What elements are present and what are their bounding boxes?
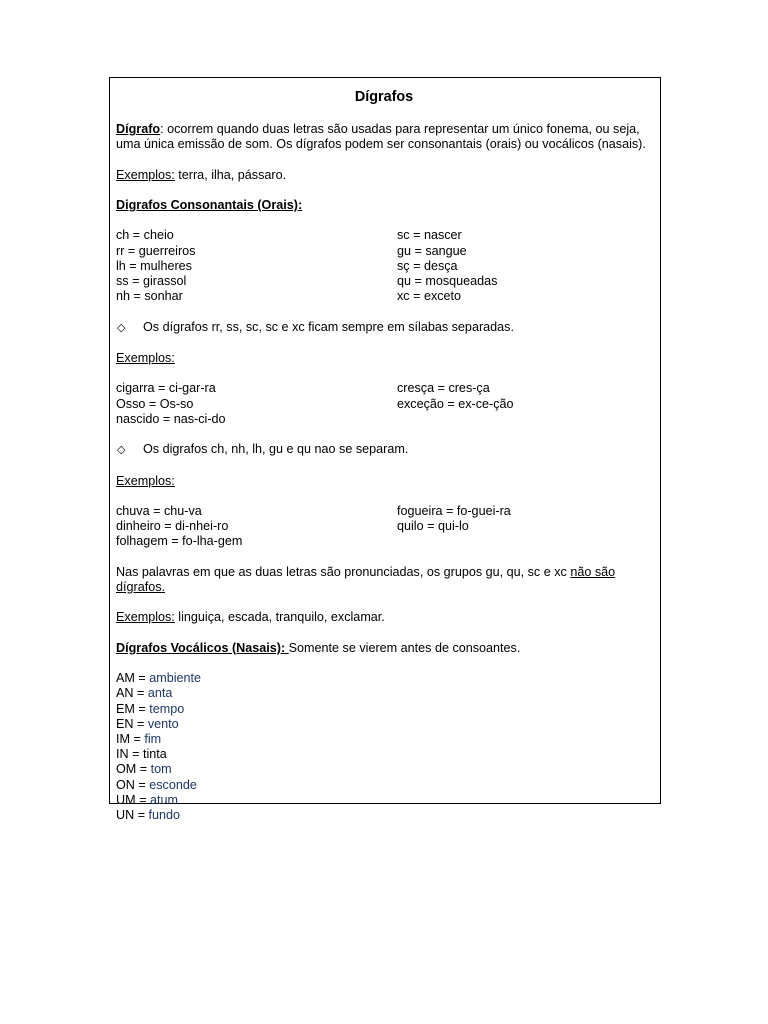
- nasal-key: EM =: [116, 701, 150, 716]
- list-item: cigarra = ci-gar-ra: [116, 381, 216, 396]
- consonantal-heading: Digrafos Consonantais (Orais):: [116, 197, 303, 212]
- list-item: [116, 732, 652, 747]
- examples-intro: [116, 168, 652, 183]
- definition-paragraph: [116, 122, 652, 152]
- definition-text: : ocorrem quando duas letras são usadas para representar um único fonema, ou seja, uma única emissão de som. Os dígrafos podem ser consonantais (orais) ou vocálicos (nasais).: [116, 122, 646, 152]
- vocalic-paragraph: [116, 641, 652, 656]
- list-item: [116, 808, 652, 823]
- definition-term: Dígrafo: [116, 122, 161, 136]
- list-item: [397, 412, 652, 427]
- note-paragraph: [116, 565, 652, 595]
- list-item: gu = sangue: [397, 243, 467, 258]
- list-item: xc = exceto: [397, 289, 462, 304]
- examples-intro-label: Exemplos:: [116, 167, 175, 182]
- bullet-text: Os dígrafos rr, ss, sc, sc e xc ficam sempre em sílabas separadas.: [143, 319, 514, 334]
- nasal-key: UM =: [116, 792, 150, 807]
- list-item: rr = guerreiros: [116, 243, 196, 258]
- nasal-word: tempo: [149, 701, 185, 716]
- nasal-word: vento: [147, 716, 179, 731]
- list-item: [116, 793, 652, 808]
- nasal-key: ON =: [116, 777, 150, 792]
- list-item: [397, 534, 652, 549]
- nasal-word: fim: [144, 731, 162, 746]
- list-item: folhagem = fo-lha-gem: [116, 534, 243, 549]
- list-item: [116, 686, 652, 701]
- nasal-word: ambiente: [149, 671, 202, 686]
- list-item: chuva = chu-va: [116, 503, 202, 518]
- examples-note: [116, 610, 652, 625]
- consonantal-list: [116, 228, 652, 304]
- separated-examples-list: [116, 381, 652, 427]
- diamond-bullet-icon: ◇: [117, 444, 126, 457]
- nasal-key: OM =: [116, 762, 151, 777]
- list-item: sc = nascer: [397, 228, 462, 243]
- bullet-text: Os digrafos ch, nh, lh, gu e qu nao se separam.: [143, 442, 409, 457]
- list-item: [116, 762, 652, 777]
- page-title: Dígrafos: [354, 89, 414, 105]
- list-item: nascido = nas-ci-do: [116, 411, 226, 426]
- nasal-key: AN =: [116, 686, 148, 701]
- bullet-joined: [116, 442, 652, 458]
- nasal-key: AM =: [116, 671, 150, 686]
- document-content: [116, 88, 652, 823]
- examples-intro-text: terra, ilha, pássaro.: [174, 167, 287, 182]
- list-item: [116, 671, 652, 686]
- diamond-bullet-icon: ◇: [117, 321, 126, 334]
- list-item: quilo = qui-lo: [397, 519, 469, 534]
- list-item: dinheiro = di-nhei-ro: [116, 519, 229, 534]
- list-item: nh = sonhar: [116, 289, 183, 304]
- nasal-key: IM =: [116, 731, 145, 746]
- examples-label: Exemplos:: [116, 473, 175, 488]
- vocalic-text: Somente se vierem antes de consoantes.: [288, 640, 521, 655]
- examples-label: Exemplos:: [116, 350, 175, 365]
- list-item: lh = mulheres: [116, 258, 192, 273]
- list-item: [116, 717, 652, 732]
- list-item: cresça = cres-ça: [397, 381, 490, 396]
- list-item: [116, 778, 652, 793]
- nasal-key: IN =: [116, 747, 143, 762]
- bullet-separated: [116, 320, 652, 336]
- list-item: fogueira = fo-guei-ra: [397, 503, 511, 518]
- list-item: exceção = ex-ce-ção: [397, 396, 514, 411]
- list-item: ch = cheio: [116, 228, 174, 243]
- nasal-key: EN =: [116, 716, 148, 731]
- list-item: [116, 702, 652, 717]
- list-item: ss = girassol: [116, 273, 187, 288]
- list-item: sç = desça: [397, 258, 458, 273]
- nasal-word: tom: [150, 762, 172, 777]
- examples-note-text: linguiça, escada, tranquilo, exclamar.: [174, 610, 385, 625]
- examples-note-label: Exemplos:: [116, 610, 175, 625]
- nasal-key: UN =: [116, 807, 149, 822]
- nasal-word: fundo: [148, 807, 181, 822]
- joined-examples-list: [116, 504, 652, 550]
- list-item: Osso = Os-so: [116, 396, 194, 411]
- note-text: Nas palavras em que as duas letras são pronunciadas, os grupos gu, qu, sc e xc: [116, 564, 571, 579]
- vocalic-heading: Dígrafos Vocálicos (Nasais):: [116, 640, 289, 655]
- nasal-word: tinta: [142, 747, 167, 762]
- note-underlined: não são dígrafos.: [116, 564, 616, 594]
- nasal-list: [116, 671, 652, 823]
- nasal-word: anta: [147, 686, 173, 701]
- nasal-word: esconde: [149, 777, 197, 792]
- list-item: [116, 747, 652, 762]
- list-item: qu = mosqueadas: [397, 273, 498, 288]
- nasal-word: atum: [149, 792, 178, 807]
